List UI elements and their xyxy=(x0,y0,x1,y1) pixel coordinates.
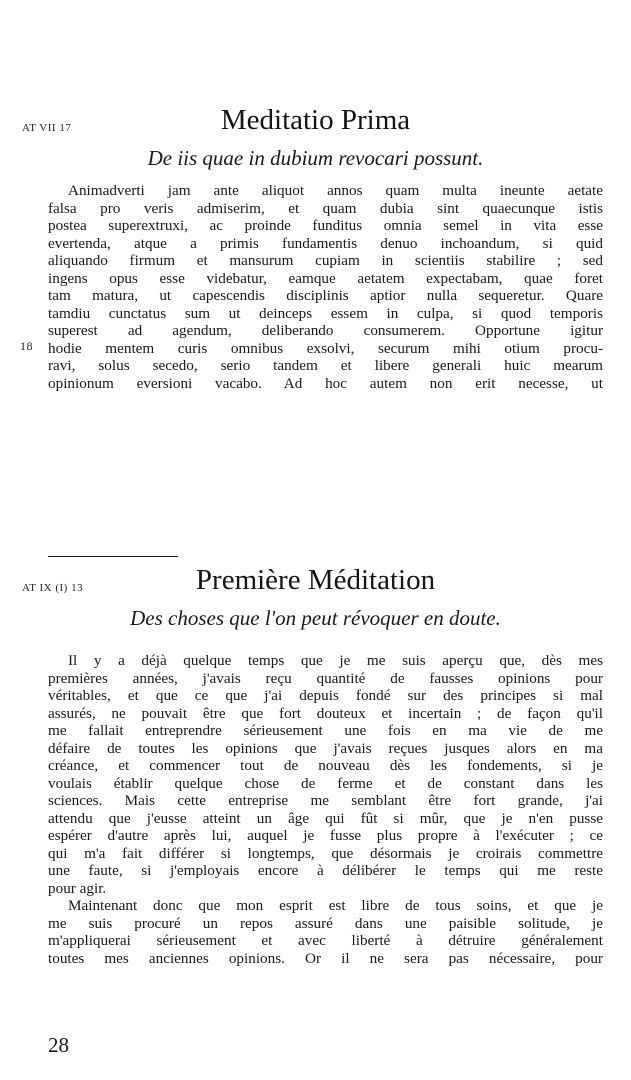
french-line: une faute, si j'employais encore à délibérer le temps qui me reste xyxy=(48,862,603,879)
french-line: assurés, ne pouvait être que fort douteux et incertain ; de façon qu'il xyxy=(48,704,603,722)
latin-line: tam matura, ut capescendis disciplinis aptior nulla sequeretur. Quare xyxy=(48,287,603,304)
french-paragraph-1 xyxy=(48,652,603,967)
french-line: m'appliquerai sérieusement et avec liberté à détruire généralement xyxy=(48,932,603,949)
french-line: me suis procuré un repos assuré dans une paisible solitude, je xyxy=(48,914,603,932)
page-number: 28 xyxy=(48,1033,69,1057)
french-line: Il y a déjà quelque temps que je me suis aperçu que, dès mes xyxy=(68,652,603,669)
latin-line: hodie mentem curis omnibus exsolvi, securum mihi otium procu- xyxy=(48,339,603,357)
latin-margin-reference: AT VII 17 xyxy=(22,122,72,134)
french-line: pour agir. xyxy=(48,879,107,897)
latin-line: tamdiu cunctatus sum ut deinceps essem in culpa, si quod temporis xyxy=(48,304,603,322)
french-line: espérer d'autre après lui, auquel je fusse plus propre à l'exécuter ; ce xyxy=(48,827,603,844)
latin-line: aliquando firmum et mansurum cupiam in scientiis stabilire ; sed xyxy=(48,252,603,269)
french-margin-reference: AT IX (I) 13 xyxy=(22,582,84,594)
latin-title: Meditatio Prima xyxy=(220,104,411,136)
latin-subtitle: De iis quae in dubium revocari possunt. xyxy=(147,146,484,170)
latin-line: Animadverti jam ante aliquot annos quam multa ineunte aetate xyxy=(68,182,603,199)
latin-paragraph xyxy=(48,182,603,392)
french-line: premières années, j'avais reçu quantité de fausses opinions pour xyxy=(48,669,603,687)
latin-line: ravi, solus secedo, serio tandem et libere generali huic mearum xyxy=(48,357,603,374)
latin-line: evertenda, atque a primis fundamentis denuo inchoandum, si quid xyxy=(48,234,603,252)
french-line: véritables, et que ce que j'ai depuis fondé sur des principes si mal xyxy=(48,687,603,704)
french-line: qui m'a fait différer si longtemps, que désormais je croirais commettre xyxy=(48,844,603,862)
latin-line-reference: 18 xyxy=(20,339,33,353)
french-line: créance, et commencer tout de nouveau dès les fondements, si je xyxy=(48,757,603,774)
french-line: Maintenant donc que mon esprit est libre de tous soins, et que je xyxy=(68,897,603,914)
latin-line: superest ad agendum, deliberando consumerem. Opportune igitur xyxy=(48,322,603,339)
latin-line: ingens opus esse videbatur, eamque aetatem expectabam, quae foret xyxy=(48,269,603,287)
french-subtitle: Des choses que l'on peut révoquer en doute. xyxy=(130,606,501,630)
french-line: toutes mes anciennes opinions. Or il ne sera pas nécessaire, pour xyxy=(48,949,603,967)
section-divider xyxy=(48,556,178,557)
french-line: me fallait entreprendre sérieusement une fois en ma vie de me xyxy=(48,722,603,739)
latin-line: falsa pro veris admiserim, et quam dubia sint quaecunque istis xyxy=(48,199,603,217)
french-title: Première Méditation xyxy=(195,564,436,596)
french-line: défaire de toutes les opinions que j'avais reçues jusques alors en ma xyxy=(48,739,603,757)
latin-line: opinionum eversioni vacabo. Ad hoc autem non erit necesse, ut xyxy=(48,374,603,392)
french-line: attendu que j'eusse atteint un âge qui fût si mûr, que je n'en pusse xyxy=(48,809,603,827)
french-line: sciences. Mais cette entreprise me semblant être fort grande, j'ai xyxy=(48,792,603,809)
latin-line: postea superextruxi, ac proinde funditus omnia semel in vita esse xyxy=(48,217,603,234)
french-line: voulais établir quelque chose de ferme et de constant dans les xyxy=(48,774,603,792)
